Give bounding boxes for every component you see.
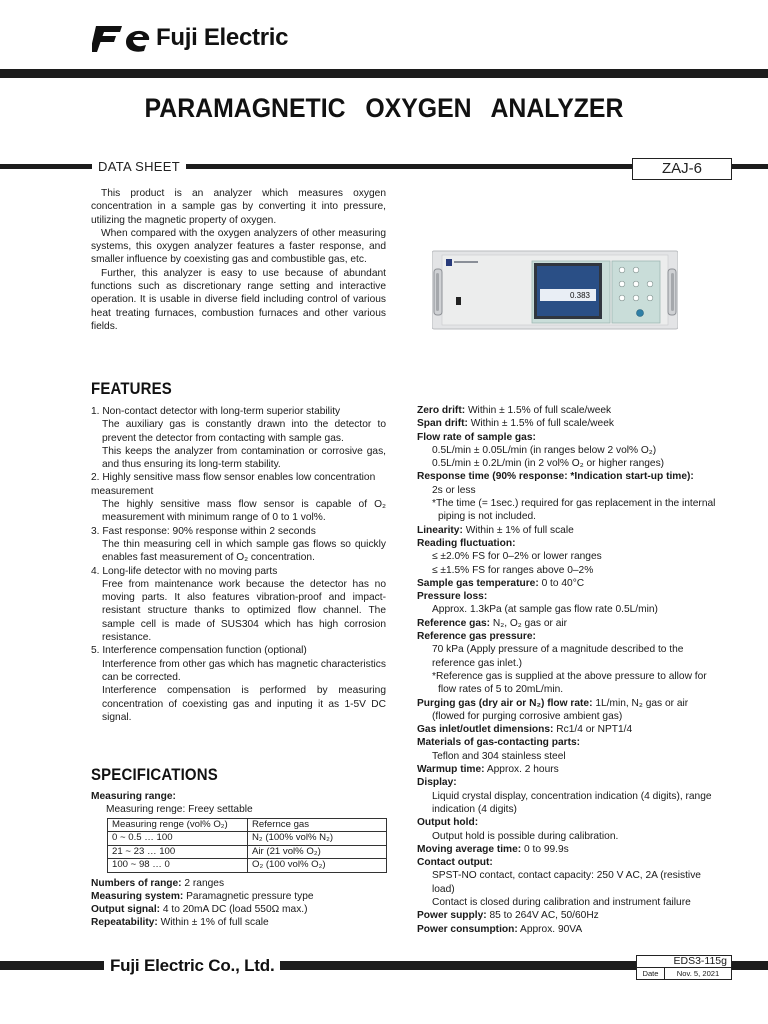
table-cell: 100 ~ 98 … 0 xyxy=(108,859,248,873)
table-header xyxy=(108,818,387,832)
features-heading: FEATURES xyxy=(91,379,172,398)
document-title: PARAMAGNETIC OXYGEN ANALYZER xyxy=(144,93,624,123)
intro-text xyxy=(91,187,386,333)
list-item xyxy=(91,405,386,471)
spec-note: *The time (= 1sec.) required for gas replacement in the internal piping is not included. xyxy=(432,498,716,523)
data-sheet-label: DATA SHEET xyxy=(92,159,186,175)
feature-title: 5. Interference compensation function (optional) xyxy=(91,645,307,657)
feature-title: 1. Non-contact detector with long-term superior stability xyxy=(91,406,341,417)
spec-value: SPST-NO contact, contact capacity: 250 V AC, 2A (resistive load) xyxy=(432,870,701,895)
spec-value: Liquid crystal display, concentration indication (4 digits), range indication (4 digits) xyxy=(432,790,712,815)
feature-title: 3. Fast response: 90% response within 2 seconds xyxy=(91,525,316,537)
table-cell: N₂ (100% vol% N₂) xyxy=(248,832,387,846)
table-cell: 21 ~ 23 … 100 xyxy=(108,845,248,859)
date-value: Nov. 5, 2021 xyxy=(676,969,720,978)
feature-text: This keeps the analyzer from contamination or corrosive gas, and thus ensuring its long-term stability. xyxy=(102,445,386,471)
feature-title: 2. Highly sensitive mass flow sensor enables low concentration measurement xyxy=(91,472,376,497)
model-number: ZAJ-6 xyxy=(632,158,732,180)
fe-logo-icon xyxy=(92,22,150,54)
product-photo xyxy=(432,247,678,332)
spec-item: Moving average time: 0 to 99.9s xyxy=(417,843,569,855)
spec-item: Contact output: xyxy=(417,857,493,869)
feature-text: Free from maintenance work because the detector has no moving parts. It also features vibration-proof and impact-resistant structure thanks to optimized flow channel. The sample cell is made of SUS304 which has high corrosion resistance. xyxy=(102,578,386,644)
spec-item: Response time (90% response: *Indication start-up time): xyxy=(417,471,694,483)
list-item xyxy=(91,644,386,724)
spec-item: Repeatability: Within ± 1% of full scale xyxy=(91,917,269,929)
date-label: Date xyxy=(637,968,665,979)
table-cell: O₂ (100 vol% O₂) xyxy=(248,859,387,873)
date-box xyxy=(636,968,732,980)
feature-text: The thin measuring cell in which sample gas flows so quickly enables fast measurement of O₂ concentration. xyxy=(102,538,386,564)
brand-name: Fuji Electric xyxy=(156,24,289,52)
spec-item: Materials of gas-contacting parts: xyxy=(417,737,581,749)
spec-value: (flowed for purging corrosive ambient gas) xyxy=(432,710,623,722)
spec-item: Reference gas pressure: xyxy=(417,631,536,643)
spec-item: Numbers of range: 2 ranges xyxy=(91,877,225,889)
range-table xyxy=(107,818,387,873)
intro-paragraph: This product is an analyzer which measures oxygen concentration in a sample gas by converting it into pressure, utilizing the magnetic property of oxygen. xyxy=(91,188,386,226)
spec-item: Gas inlet/outlet dimensions: Rc1/4 or NPT1/4 xyxy=(417,724,633,736)
feature-title: 4. Long-life detector with no moving parts xyxy=(91,565,278,577)
spec-value: 0.5L/min ± 0.05L/min (in ranges below 2 vol% O₂) xyxy=(432,444,657,456)
spec-label: Measuring range: xyxy=(91,791,176,802)
header-divider xyxy=(0,69,768,78)
display-readout: 0.383 xyxy=(569,291,590,300)
specifications-right xyxy=(417,404,717,936)
spec-item: Pressure loss: xyxy=(417,591,488,603)
spec-item: Display: xyxy=(417,777,457,789)
spec-item: Sample gas temperature: 0 to 40°C xyxy=(417,577,585,589)
spec-item: Reading fluctuation: xyxy=(417,537,516,549)
spec-item: Reference gas: N₂, O₂ gas or air xyxy=(417,617,568,629)
spec-item: Span drift: Within ± 1.5% of full scale/week xyxy=(417,418,614,430)
spec-value: ≤ ±1.5% FS for ranges above 0–2% xyxy=(432,564,594,576)
spec-value: Approx. 1.3kPa (at sample gas flow rate 0.5L/min) xyxy=(432,604,658,616)
table-row xyxy=(108,832,387,846)
spec-item: Zero drift: Within ± 1.5% of full scale/week xyxy=(417,405,612,416)
feature-text: The auxiliary gas is constantly drawn into the detector to prevent the detector from contacting with sample gas. xyxy=(102,419,386,444)
features-list xyxy=(91,405,386,724)
specifications-left xyxy=(91,790,391,930)
table-row xyxy=(108,845,387,859)
spec-value: Output hold is possible during calibration. xyxy=(432,830,619,842)
spec-note: *Reference gas is supplied at the above pressure to allow for flow rates of 5 to 20mL/min. xyxy=(432,670,707,696)
spec-item: Output signal: 4 to 20mA DC (load 550Ω max.) xyxy=(91,904,308,916)
intro-paragraph: When compared with the oxygen analyzers of other measuring systems, this oxygen analyzer features a faster response, and smaller influence by coexisting gas and combustible gas, etc. xyxy=(91,227,386,266)
company-name: Fuji Electric Co., Ltd. xyxy=(104,955,280,977)
table-row xyxy=(108,859,387,873)
table-header-cell: Refernce gas xyxy=(248,818,387,832)
list-item xyxy=(91,471,386,524)
table-cell: 0 ~ 0.5 … 100 xyxy=(108,832,248,846)
spec-item: Purging gas (dry air or N₂) flow rate: 1L/min, N₂ gas or air xyxy=(417,697,689,709)
spec-value: 0.5L/min ± 0.2L/min (in 2 vol% O₂ or higher ranges) xyxy=(432,458,665,470)
table-header-cell: Measuring renge (vol% O₂) xyxy=(108,818,248,832)
document-code: EDS3-115g xyxy=(636,955,732,968)
list-item xyxy=(91,565,386,645)
feature-text: Interference from other gas which has magnetic characteristics can be corrected. xyxy=(102,658,386,683)
spec-item: Measuring system: Paramagnetic pressure type xyxy=(91,890,314,902)
feature-text: Interference compensation is performed by measuring concentration of coexisting gas and inputing it as 1-5V DC signal. xyxy=(102,685,386,723)
spec-item: Flow rate of sample gas: xyxy=(417,431,536,443)
intro-paragraph: Further, this analyzer is easy to use because of abundant functions such as discretionary range setting and interactive operation. It is usable in diverse field including control of various heat treating furnaces, combustion furnaces and other various fields. xyxy=(91,267,386,332)
spec-item: Output hold: xyxy=(417,817,479,829)
spec-value: Contact is closed during calibration and instrument failure xyxy=(432,896,691,908)
spec-value: 2s or less xyxy=(432,484,476,496)
feature-text: The highly sensitive mass flow sensor is capable of O₂ measurement with minimum range of 0 to 1 vol%. xyxy=(102,499,386,524)
spec-item: Power consumption: Approx. 90VA xyxy=(417,923,583,935)
spec-value: Teflon and 304 stainless steel xyxy=(432,750,566,762)
spec-item: Warmup time: Approx. 2 hours xyxy=(417,764,559,776)
spec-value: Measuring renge: Freey settable xyxy=(106,804,253,816)
table-cell: Air (21 vol% O₂) xyxy=(248,845,387,859)
spec-item: Power supply: 85 to 264V AC, 50/60Hz xyxy=(417,910,599,922)
company-logo xyxy=(92,22,288,54)
list-item xyxy=(91,525,386,565)
spec-item: Linearity: Within ± 1% of full scale xyxy=(417,524,574,536)
specifications-heading: SPECIFICATIONS xyxy=(91,765,218,784)
spec-value: 70 kPa (Apply pressure of a magnitude described to the reference gas inlet.) xyxy=(432,644,684,669)
spec-value: ≤ ±2.0% FS for 0–2% or lower ranges xyxy=(432,551,602,563)
